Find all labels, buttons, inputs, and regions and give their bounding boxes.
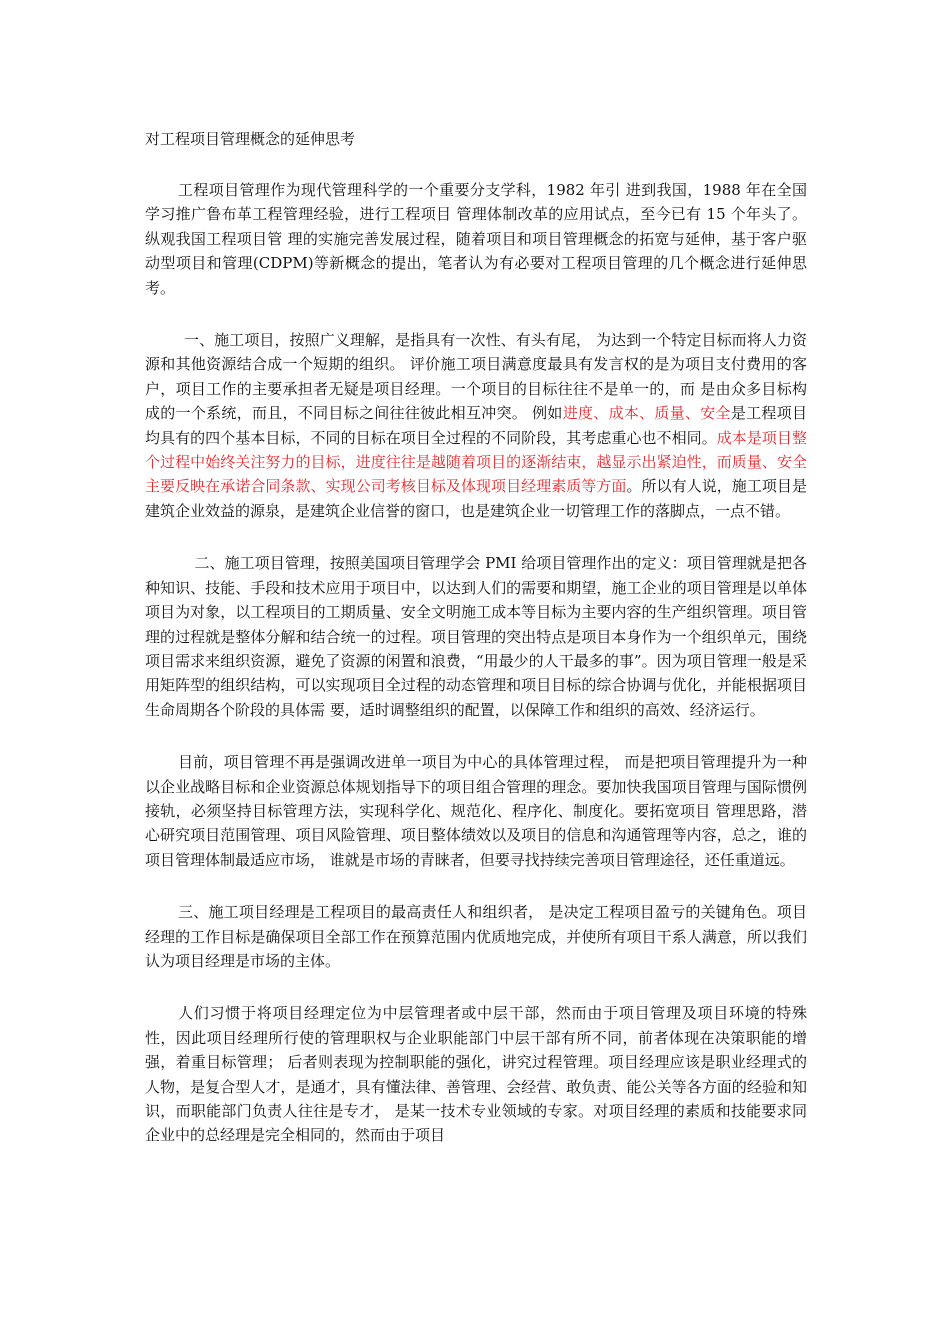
paragraph xyxy=(145,750,807,872)
document-title: 对工程项目管理概念的延伸思考 xyxy=(145,130,356,148)
paragraph xyxy=(145,900,807,973)
paragraph-text: 工程项目管理作为现代管理科学的一个重要分支学科，1982 年引 进到我国，1988 年在全国学习推广鲁布革工程管理经验，进行工程项目 管理体制改革的应用试点，至今已有 15 个年头了。纵观我国工程项目管 理的实施完善发展过程，随着项目和项目管理概念的拓宽与延伸，基于客户驱动型项目和管理(CDPM)等新概念的提出，笔者认为有必要对工程项目管理的几个概念进行延伸思考。 xyxy=(145,181,807,297)
document-page xyxy=(145,126,807,1176)
paragraph-text: 。所以有人说，施工项目是建筑企业效益的源泉，是建筑企业信誉的窗口，也是建筑企业一切管理工作的落脚点，一点不错。 xyxy=(145,477,807,520)
paragraph-text: 是工程项目均具有的四个基本目标，不同的目标在项目全过程的不同阶段，其考虑重心也不相同。 xyxy=(145,404,807,447)
document-body xyxy=(145,178,807,1148)
paragraph xyxy=(145,178,807,300)
paragraph-text: 人们习惯于将项目经理定位为中层管理者或中层干部，然而由于项目管理及项目环境的特殊性，因此项目经理所行使的管理职权与企业职能部门中层干部有所不同，前者体现在决策职能的增强，着重目标管理； 后者则表现为控制职能的强化，讲究过程管理。项目经理应该是职业经理式的人物，是复合型人才，是通才，具有懂法律、善管理、会经营、敢负责、能公关等各方面的经验和知识，而职能部门负责人往往是专才， 是某一技术专业领域的专家。对项目经理的素质和技能要求同企业中的总经理是完全相同的，然而由于项目 xyxy=(145,1004,807,1145)
highlighted-text: 成本是项目整个过程中始终关注努力的目标，进度往往是越随着项目的逐渐结束，越显示出紧迫性，而质量、安全主要反映在承诺合同条款、实现公司考核目标及体现项目经理素质等方面 xyxy=(145,428,807,496)
paragraph-text: 三、施工项目经理是工程项目的最高责任人和组织者， 是决定工程项目盈亏的关键角色。项目经理的工作目标是确保项目全部工作在预算范围内优质地完成，并使所有项目干系人满意，所以我们认为项目经理是市场的主体。 xyxy=(145,903,807,970)
highlighted-text: 进度、成本、质量、安全 xyxy=(562,404,731,423)
paragraph-text: 二、施工项目管理，按照美国项目管理学会 PMI 给项目管理作出的定义：项目管理就是把各种知识、技能、手段和技术应用于项目中，以达到人们的需要和期望，施工企业的项目管理是以单体项目为对象，以工程项目的工期质量、安全文明施工成本等目标为主要内容的生产组织管理。项目管理的过程就是整体分解和结合统一的过程。项目管理的突出特点是项目本身作为一个组织单元，围绕项目需求来组织资源，避免了资源的闲置和浪费，“用最少的人干最多的事”。因为项目管理一般是采用矩阵型的组织结构，可以实现项目全过程的动态管理和项目目标的综合协调与优化，并能根据项目生命周期各个阶段的具体需 要，适时调整组织的配置，以保障工作和组织的高效、经济运行。 xyxy=(145,554,807,719)
paragraph xyxy=(145,551,807,722)
paragraph xyxy=(145,328,807,523)
paragraph-text: 一、施工项目，按照广义理解，是指具有一次性、有头有尾， 为达到一个特定目标而将人力资源和其他资源结合成一个短期的组织。 评价施工项目满意度最具有发言权的是为项目支付费用的客户，项目工作的主要承担者无疑是项目经理。一个项目的目标往往不是单一的，而 是由众多目标构成的一个系统，而且，不同目标之间往往彼此相互冲突。 例如 xyxy=(145,331,807,423)
paragraph-text: 目前，项目管理不再是强调改进单一项目为中心的具体管理过程， 而是把项目管理提升为一种以企业战略目标和企业资源总体规划指导下的项目组合管理的理念。要加快我国项目管理与国际惯例接轨，必须坚持目标管理方法，实现科学化、规范化、程序化、制度化。要拓宽项目 管理思路，潜心研究项目范围管理、项目风险管理、项目整体绩效以及项目的信息和沟通管理等内容，总之，谁的项目管理体制最适应市场， 谁就是市场的青睐者，但要寻找持续完善项目管理途径，还任重道远。 xyxy=(145,753,807,869)
paragraph xyxy=(145,1001,807,1147)
